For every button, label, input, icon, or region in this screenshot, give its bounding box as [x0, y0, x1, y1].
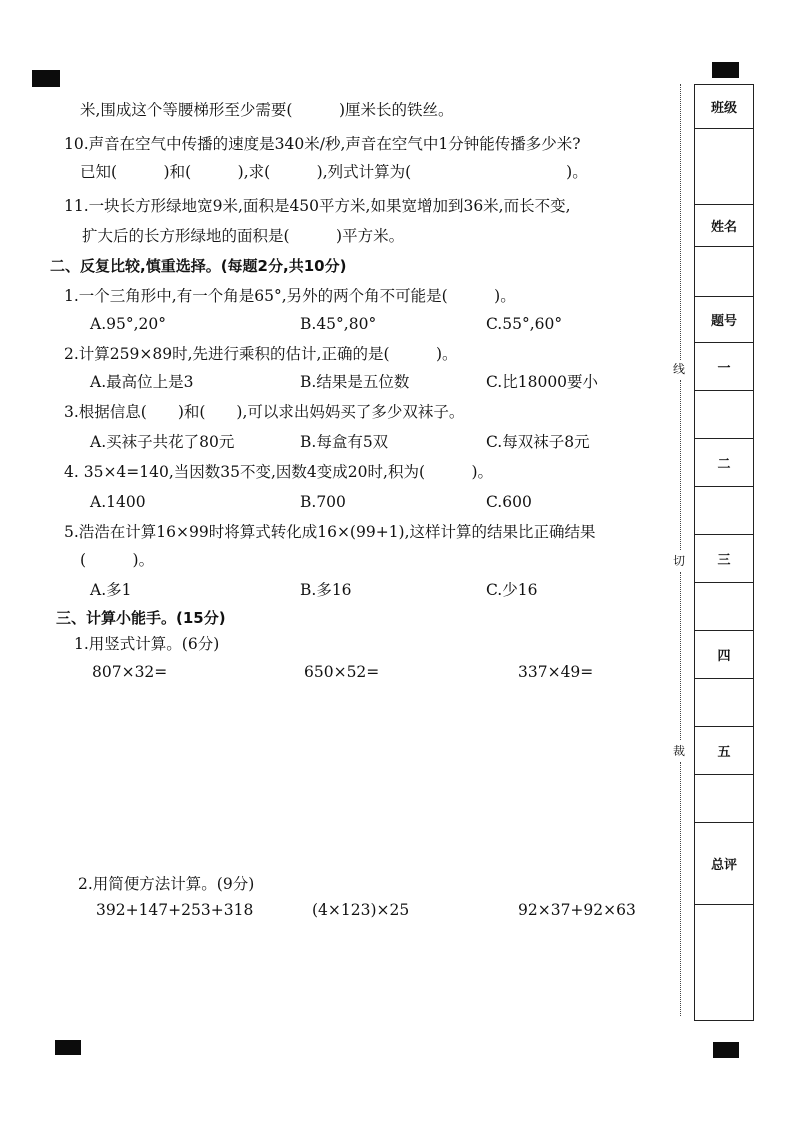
- side-cell-q4-score: [695, 679, 753, 727]
- side-cell-class-label: 班级: [695, 85, 753, 129]
- choice-q1-b: B.45°,80°: [300, 315, 377, 333]
- choice-q4: 4. 35×4=140,当因数35不变,因数4变成20时,积为( )。: [64, 463, 494, 481]
- cut-line-segment-2: [680, 380, 681, 550]
- part-1-title: 1.用竖式计算。(6分): [74, 635, 220, 653]
- side-cell-name-value: [695, 247, 753, 297]
- choice-q2-a: A.最高位上是3: [90, 373, 194, 391]
- side-cell-q5-score: [695, 775, 753, 823]
- side-cell-q3-score: [695, 583, 753, 631]
- choice-q2-c: C.比18000要小: [486, 373, 599, 391]
- choice-q4-a: A.1400: [90, 493, 146, 511]
- choice-q1-c: C.55°,60°: [486, 315, 563, 333]
- choice-q3-a: A.买袜子共花了80元: [90, 433, 235, 451]
- expr-650x52: 650×52=: [304, 663, 380, 681]
- expr-337x49: 337×49=: [518, 663, 594, 681]
- choice-q3: 3.根据信息( )和( ),可以求出妈妈买了多少双袜子。: [64, 403, 465, 421]
- side-cell-class-value: [695, 129, 753, 205]
- side-cell-q4-label: 四: [695, 631, 753, 679]
- question-10-blanks: 已知( )和( ),求( ),列式计算为( )。: [80, 163, 588, 181]
- corner-mark-top-left: [32, 70, 60, 87]
- choice-q4-b: B.700: [300, 493, 346, 511]
- side-cell-q3-label: 三: [695, 535, 753, 583]
- side-cell-q1-score: [695, 391, 753, 439]
- question-11-blanks: 扩大后的长方形绿地的面积是( )平方米。: [82, 227, 405, 245]
- side-cell-q1-label: 一: [695, 343, 753, 391]
- cut-label-line: 线: [673, 362, 686, 376]
- side-cell-total-score: [695, 905, 753, 1021]
- part-2-title: 2.用简便方法计算。(9分): [78, 875, 255, 893]
- fill-line-1: 米,围成这个等腰梯形至少需要( )厘米长的铁丝。: [80, 101, 454, 119]
- expr-sum: 392+147+253+318: [96, 901, 254, 919]
- side-cell-q5-label: 五: [695, 727, 753, 775]
- question-10: 10.声音在空气中传播的速度是340米/秒,声音在空气中1分钟能传播多少米?: [64, 135, 581, 153]
- choice-q3-c: C.每双袜子8元: [486, 433, 590, 451]
- choice-q2-b: B.结果是五位数: [300, 373, 410, 391]
- corner-mark-bottom-right: [713, 1042, 739, 1058]
- side-info-table: [694, 84, 754, 1021]
- section-2-title: 二、反复比较,慎重选择。(每题2分,共10分): [50, 257, 347, 275]
- choice-q5-blank: ( )。: [80, 551, 155, 569]
- side-cell-total-label: 总评: [695, 823, 753, 905]
- choice-q5-a: A.多1: [90, 581, 132, 599]
- choice-q1-a: A.95°,20°: [90, 315, 166, 333]
- expr-distributive: 92×37+92×63: [518, 901, 636, 919]
- expr-product: (4×123)×25: [312, 901, 410, 919]
- choice-q1: 1.一个三角形中,有一个角是65°,另外的两个角不可能是( )。: [64, 287, 516, 305]
- cut-label-cut: 切: [673, 554, 686, 568]
- choice-q2: 2.计算259×89时,先进行乘积的估计,正确的是( )。: [64, 345, 458, 363]
- cut-line-segment-4: [680, 762, 681, 1016]
- cut-line-segment-1: [680, 84, 681, 360]
- side-cell-name-label: 姓名: [695, 205, 753, 247]
- choice-q5-c: C.少16: [486, 581, 538, 599]
- expr-807x32: 807×32=: [92, 663, 168, 681]
- side-cell-q2-label: 二: [695, 439, 753, 487]
- side-cell-question-label: 题号: [695, 297, 753, 343]
- corner-mark-top-right: [712, 62, 739, 78]
- side-cell-q2-score: [695, 487, 753, 535]
- choice-q5-b: B.多16: [300, 581, 352, 599]
- cut-label-trim: 裁: [673, 744, 686, 758]
- choice-q5: 5.浩浩在计算16×99时将算式转化成16×(99+1),这样计算的结果比正确结果: [64, 523, 596, 541]
- corner-mark-bottom-left: [55, 1040, 81, 1055]
- section-3-title: 三、计算小能手。(15分): [56, 609, 226, 627]
- choice-q4-c: C.600: [486, 493, 532, 511]
- cut-line-segment-3: [680, 572, 681, 740]
- choice-q3-b: B.每盒有5双: [300, 433, 389, 451]
- question-11: 11.一块长方形绿地宽9米,面积是450平方米,如果宽增加到36米,而长不变,: [64, 197, 571, 215]
